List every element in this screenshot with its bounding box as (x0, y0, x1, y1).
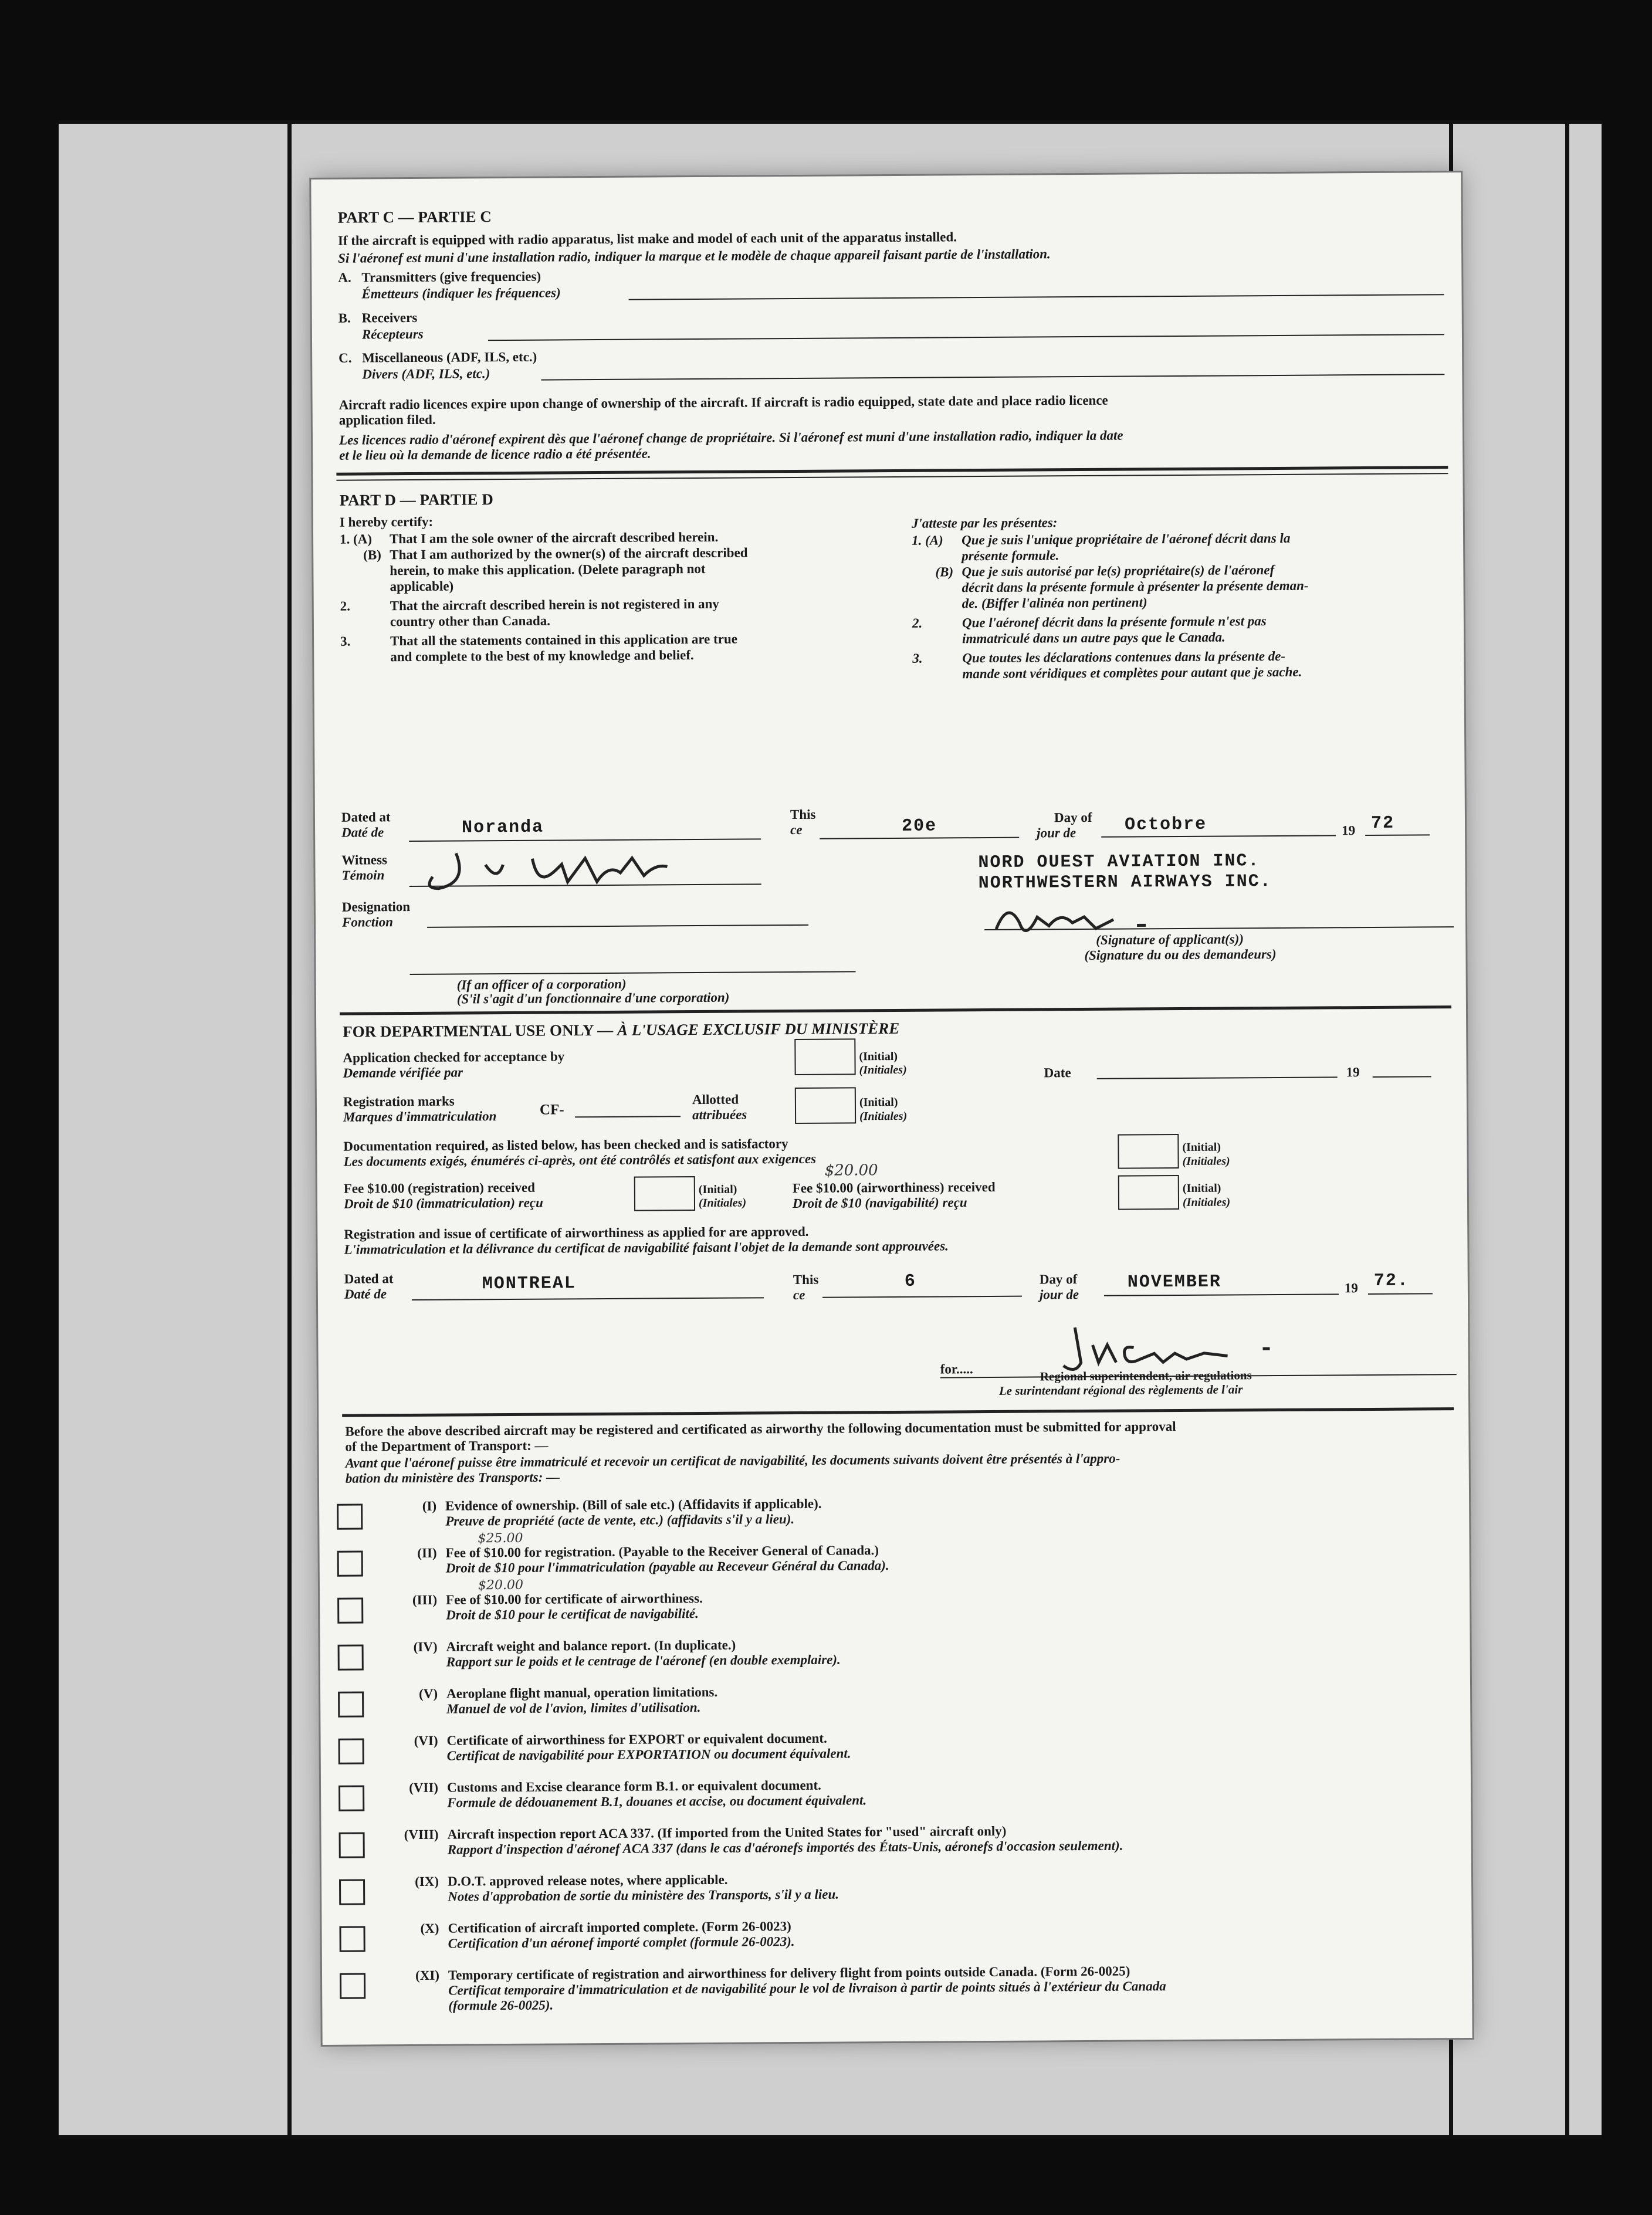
requirement-text-en: Certification of aircraft imported complete. (Form 26-0023) (448, 1919, 791, 1936)
requirement-text-en: Aeroplane flight manual, operation limitations. (446, 1684, 718, 1701)
cf-prefix: CF- (539, 1102, 564, 1118)
requirement-text-en: Aircraft weight and balance report. (In duplicate.) (446, 1637, 736, 1654)
part-d-title: PART D — PARTIE D (339, 490, 493, 509)
field-line (1101, 835, 1336, 837)
requirement-text-fr: (formule 26-0025). (448, 1997, 554, 2013)
field-line (1104, 1293, 1339, 1296)
field-line (822, 1296, 1022, 1298)
requirement-checkbox[interactable] (338, 1645, 364, 1671)
radio-note-en-2: application filed. (338, 412, 436, 428)
docs-label-fr: Les documents exigés, énumérés ci-après, ont été contrôlés et satisfont aux exigences (343, 1151, 817, 1169)
requirement-number: (X) (420, 1921, 439, 1936)
certify-line: applicable) (390, 578, 454, 594)
requirement-checkbox[interactable] (337, 1598, 363, 1624)
item-letter: B. (338, 310, 351, 326)
date-label: Date (1044, 1065, 1071, 1081)
year-value[interactable]: 72 (1370, 813, 1395, 834)
initial-label: (Initial) (859, 1095, 898, 1109)
field-line (820, 837, 1019, 839)
initial-box[interactable] (1118, 1175, 1179, 1210)
approval-day-value[interactable]: 6 (904, 1271, 916, 1292)
certify-items-en (340, 529, 749, 665)
certify-line: Que toutes les déclarations contenues dans la présente de- (962, 648, 1286, 666)
day-of-label-fr: jour de (1039, 1287, 1079, 1302)
year-prefix: 19 (1346, 1065, 1360, 1080)
certify-en: I hereby certify: (339, 514, 434, 530)
frame-bottom-border (59, 2135, 1602, 2139)
certify-line: mande sont véridiques et complètes pour autant que je sache. (962, 664, 1302, 682)
certify-fr: J'atteste par les présentes: (911, 515, 1058, 531)
handwritten-fee: $20.00 (824, 1161, 878, 1180)
day-of-label: Day of (1054, 810, 1092, 825)
frame-divider (287, 120, 292, 2138)
marks-label-fr: Marques d'immatriculation (343, 1109, 497, 1125)
requirement-number: (XI) (415, 1967, 440, 1983)
certify-line: Que je suis autorisé par le(s) propriétaire(s) de l'aéronef (962, 562, 1275, 580)
superintendent-label: Regional superintendent, air regulations (1040, 1368, 1252, 1384)
item-number: (B) (935, 564, 954, 580)
requirement-text-en: D.O.T. approved release notes, where applicable. (447, 1872, 728, 1889)
dept-title (343, 1020, 899, 1041)
item-number: 1. (A) (339, 531, 373, 547)
approval-place-value[interactable]: MONTREAL (482, 1274, 576, 1295)
initial-label-fr: (Initiales) (1182, 1195, 1231, 1209)
certify-line: Que l'aéronef décrit dans la présente formule n'est pas (962, 614, 1267, 631)
sig-applicant-label-fr: (Signature du ou des demandeurs) (1084, 946, 1277, 963)
item-number: 2. (340, 598, 351, 614)
certify-line: Que je suis l'unique propriétaire de l'aéronef décrit dans la (962, 530, 1291, 548)
this-label-fr: ce (793, 1287, 805, 1303)
application-form-page (311, 172, 1472, 2045)
handwritten-fee: $25.00 (478, 1530, 523, 1546)
initial-box[interactable] (794, 1038, 855, 1075)
this-label: This (790, 807, 816, 822)
requirement-text-en: Fee of $10.00 for certificate of airworthiness. (446, 1590, 703, 1607)
requirement-text-fr: Certification d'un aéronef importé complet (formule 26-0023). (448, 1934, 795, 1951)
month-value[interactable]: Octobre (1124, 814, 1207, 835)
dated-at-label-fr: Daté de (344, 1286, 387, 1302)
requirement-text-fr: Notes d'approbation de sortie du ministère des Transports, s'il y a lieu. (448, 1887, 839, 1904)
misc-field[interactable] (541, 374, 1444, 380)
designation-field[interactable] (427, 924, 808, 928)
initial-label-fr: (Initiales) (859, 1063, 907, 1077)
for-label: for..... (940, 1361, 973, 1377)
divider (342, 1407, 1454, 1417)
requirement-text-en: Aircraft inspection report ACA 337. (If imported from the United States for "used" aircraft only) (447, 1823, 1007, 1842)
docs-label: Documentation required, as listed below, has been checked and is satisfactory (343, 1136, 788, 1154)
requirement-text-en: Temporary certificate of registration and airworthiness for delivery flight from points outside Canada. (Form 26-0025) (448, 1963, 1130, 1983)
requirement-checkbox[interactable] (338, 1692, 364, 1718)
requirement-text-fr: Certificat temporaire d'immatriculation et de navigabilité pour le vol de livraison à partir de points situés à l'extérieur du Canada (448, 1979, 1166, 1998)
checked-label-fr: Demande vérifiée par (343, 1065, 463, 1081)
initial-label: (Initial) (859, 1049, 898, 1064)
witness-label: Witness (341, 852, 388, 868)
year-prefix: 19 (1342, 823, 1356, 838)
requirement-number: (VIII) (404, 1827, 439, 1843)
field-line (1368, 1293, 1433, 1295)
requirement-text-fr: Rapport sur le poids et le centrage de l'aéronef (en double exemplaire). (446, 1652, 841, 1669)
initial-box[interactable] (1118, 1134, 1179, 1169)
allotted-label-fr: attribuées (692, 1107, 747, 1123)
misc-label: Miscellaneous (ADF, ILS, etc.) (362, 349, 537, 365)
initial-label: (Initial) (1182, 1140, 1221, 1154)
item-number: (B) (363, 547, 381, 563)
fee-air-label-fr: Droit de $10 (navigabilité) reçu (792, 1195, 967, 1211)
requirement-checkbox[interactable] (337, 1551, 363, 1577)
requirement-text-en: Certificate of airworthiness for EXPORT or equivalent document. (446, 1730, 827, 1748)
fee-air-label: Fee $10.00 (airworthiness) received (792, 1179, 996, 1196)
requirement-number: (V) (419, 1686, 438, 1701)
requirement-number: (VII) (409, 1780, 439, 1796)
misc-label-fr: Divers (ADF, ILS, etc.) (362, 366, 490, 382)
certify-line: immatriculé dans un autre pays que le Canada. (962, 629, 1226, 646)
part-c-intro-fr: Si l'aéronef est muni d'une installation radio, indiquer la marque et le modèle de chaque appareil faisant partie de l'installation. (338, 246, 1051, 266)
company-name-fr: NORD OUEST AVIATION INC. (978, 851, 1260, 873)
initial-label-fr: (Initiales) (859, 1109, 908, 1123)
requirement-number: (II) (417, 1545, 437, 1560)
certify-line: That the aircraft described herein is not registered in any (390, 596, 719, 614)
approval-month-value[interactable]: NOVEMBER (1127, 1272, 1221, 1293)
checked-label: Application checked for acceptance by (343, 1049, 565, 1065)
requirement-checkbox[interactable] (340, 1973, 365, 1999)
dept-title-fr: — À L'USAGE EXCLUSIF DU MINISTÈRE (597, 1019, 900, 1039)
certify-items-fr (912, 530, 1309, 682)
certify-line: de. (Biffer l'alinéa non pertinent) (962, 595, 1147, 611)
approved-label: Registration and issue of certificate of airworthiness as applied for are approved. (344, 1224, 809, 1242)
dated-at-label: Dated at (341, 810, 391, 825)
certify-line: country other than Canada. (390, 613, 551, 629)
initial-label: (Initial) (1182, 1181, 1221, 1195)
initial-label-fr: (Initiales) (1182, 1154, 1230, 1168)
day-of-label-fr: jour de (1037, 825, 1076, 841)
requirement-checkbox[interactable] (338, 1739, 364, 1764)
initial-box[interactable] (634, 1176, 695, 1211)
item-number: 1. (A) (912, 533, 943, 548)
certify-line: That I am authorized by the owner(s) of the aircraft described (390, 545, 748, 563)
designation-label: Designation (341, 899, 411, 915)
requirement-number: (IV) (413, 1639, 438, 1654)
witness-label-fr: Témoin (341, 868, 385, 883)
part-c-title: PART C — PARTIE C (337, 208, 492, 226)
requirement-number: (I) (422, 1498, 437, 1513)
req-intro-en-2: of the Department of Transport: — (345, 1438, 549, 1454)
radio-note-fr-2: et le lieu où la demande de licence radio a été présentée. (339, 446, 651, 463)
approved-label-fr: L'immatriculation et la délivrance du certificat de navigabilité faisant l'objet de la demande sont approuvées. (344, 1238, 949, 1257)
superintendent-label-fr: Le surintendant régional des règlements de l'air (998, 1382, 1243, 1398)
day-value[interactable]: 20e (901, 816, 937, 836)
requirement-checkbox[interactable] (338, 1786, 364, 1811)
item-number: 2. (912, 615, 923, 631)
this-label-fr: ce (790, 822, 803, 838)
requirement-text-en: Fee of $10.00 for registration. (Payable to the Receiver General of Canada.) (445, 1543, 879, 1560)
item-number: 3. (340, 634, 351, 649)
field-line (412, 1297, 764, 1300)
this-label: This (793, 1272, 819, 1288)
dated-at-label-fr: Daté de (341, 825, 384, 840)
fee-reg-label-fr: Droit de $10 (immatriculation) reçu (343, 1195, 543, 1211)
radio-note-fr: Les licences radio d'aéronef expirent dès que l'aéronef change de propriétaire. Si l'aéronef est muni d'une installation radio, indiquer la date (338, 428, 1123, 448)
dept-title-en: FOR DEPARTMENTAL USE ONLY (343, 1021, 594, 1041)
initial-label: (Initial) (698, 1183, 737, 1197)
year-prefix: 19 (1344, 1281, 1358, 1296)
dated-at-label: Dated at (344, 1271, 394, 1286)
superintendent-signature (1051, 1320, 1298, 1375)
requirement-number: (VI) (414, 1733, 438, 1748)
requirement-text-fr: Rapport d'inspection d'aéronef ACA 337 (dans le cas d'aéronefs importés des États-Unis, aéronefs d'occasion seulement). (447, 1838, 1123, 1857)
allotted-label: Allotted (692, 1092, 739, 1108)
receivers-label: Receivers (361, 310, 418, 326)
certify-line: That all the statements contained in this application are true (390, 631, 738, 649)
requirement-number: (IX) (415, 1874, 439, 1889)
year-field[interactable] (1373, 1076, 1431, 1078)
date-field[interactable] (1097, 1076, 1338, 1079)
officer-label: (If an officer of a corporation) (456, 976, 627, 993)
company-name-en: NORTHWESTERN AIRWAYS INC. (978, 872, 1272, 894)
requirement-text-fr: Preuve de propriété (acte de vente, etc.) (affidavits s'il y a lieu). (445, 1512, 795, 1529)
requirement-text-fr: Formule de dédouanement B.1, douanes et accise, ou document équivalent. (447, 1793, 867, 1810)
sig-applicant-label: (Signature of applicant(s)) (1096, 932, 1244, 947)
requirement-checkbox[interactable] (339, 1833, 365, 1858)
certify-line: That I am the sole owner of the aircraft described herein. (389, 529, 719, 547)
item-letter: A. (338, 270, 351, 285)
part-c-intro-en: If the aircraft is equipped with radio apparatus, list make and model of each unit of the apparatus installed. (337, 229, 957, 248)
certify-line: herein, to make this application. (Delete paragraph not (390, 561, 706, 578)
initial-box[interactable] (795, 1087, 856, 1124)
requirement-checkbox[interactable] (337, 1504, 363, 1530)
certify-line: and complete to the best of my knowledge and belief. (390, 648, 694, 665)
receivers-label-fr: Récepteurs (361, 326, 424, 342)
day-of-label: Day of (1039, 1272, 1078, 1287)
receivers-field[interactable] (488, 334, 1444, 341)
transmitters-label: Transmitters (give frequencies) (361, 269, 541, 285)
officer-field[interactable] (410, 971, 856, 975)
certify-line: présente formule. (962, 548, 1059, 564)
marks-label: Registration marks (343, 1093, 455, 1109)
req-intro-fr: Avant que l'aéronef puisse être immatriculé et recevoir un certificat de navigabilité, les documents suivants doivent être présentés à l'appro- (345, 1451, 1120, 1471)
requirement-text-fr: Manuel de vol de l'avion, limites d'utilisation. (446, 1700, 701, 1716)
requirement-text-fr: Droit de $10 pour le certificat de navigabilité. (446, 1606, 699, 1623)
requirement-number: (III) (412, 1592, 438, 1608)
approval-year-value[interactable]: 72. (1373, 1271, 1409, 1291)
fee-reg-label: Fee $10.00 (registration) received (343, 1180, 536, 1196)
radio-note-en: Aircraft radio licences expire upon change of ownership of the aircraft. If aircraft is radio equipped, state date and place radio licence (338, 392, 1108, 412)
requirement-checkbox[interactable] (339, 1926, 365, 1952)
certify-line: décrit dans la présente formule à présenter la présente deman- (962, 578, 1309, 595)
officer-label-fr: (S'il s'agit d'un fonctionnaire d'une corporation) (456, 990, 730, 1007)
registration-mark-field[interactable] (575, 1116, 681, 1117)
req-intro-en: Before the above described aircraft may be registered and certificated as airworthy the following documentation must be submitted for approval (345, 1419, 1176, 1439)
divider (340, 1005, 1451, 1015)
field-line (1365, 834, 1430, 836)
req-intro-fr-2: bation du ministère des Transports: — (345, 1469, 560, 1486)
requirement-text-fr: Droit de $10 pour l'immatriculation (payable au Receveur Général du Canada). (445, 1558, 889, 1576)
requirement-checkbox[interactable] (339, 1879, 365, 1905)
transmitters-field[interactable] (629, 294, 1444, 300)
frame-divider (1565, 120, 1569, 2138)
transmitters-label-fr: Émetteurs (indiquer les fréquences) (361, 285, 561, 302)
item-number: 3. (912, 651, 923, 666)
designation-label-fr: Fonction (341, 915, 394, 930)
requirement-text-en: Evidence of ownership. (Bill of sale etc.) (Affidavits if applicable). (445, 1496, 822, 1513)
requirement-text-fr: Certificat de navigabilité pour EXPORTATION ou document équivalent. (446, 1746, 851, 1763)
dated-place-value[interactable]: Noranda (461, 817, 544, 838)
item-letter: C. (338, 350, 352, 365)
initial-label-fr: (Initiales) (698, 1196, 747, 1210)
requirement-text-en: Customs and Excise clearance form B.1. or equivalent document. (446, 1777, 821, 1795)
handwritten-fee: $20.00 (478, 1577, 524, 1593)
